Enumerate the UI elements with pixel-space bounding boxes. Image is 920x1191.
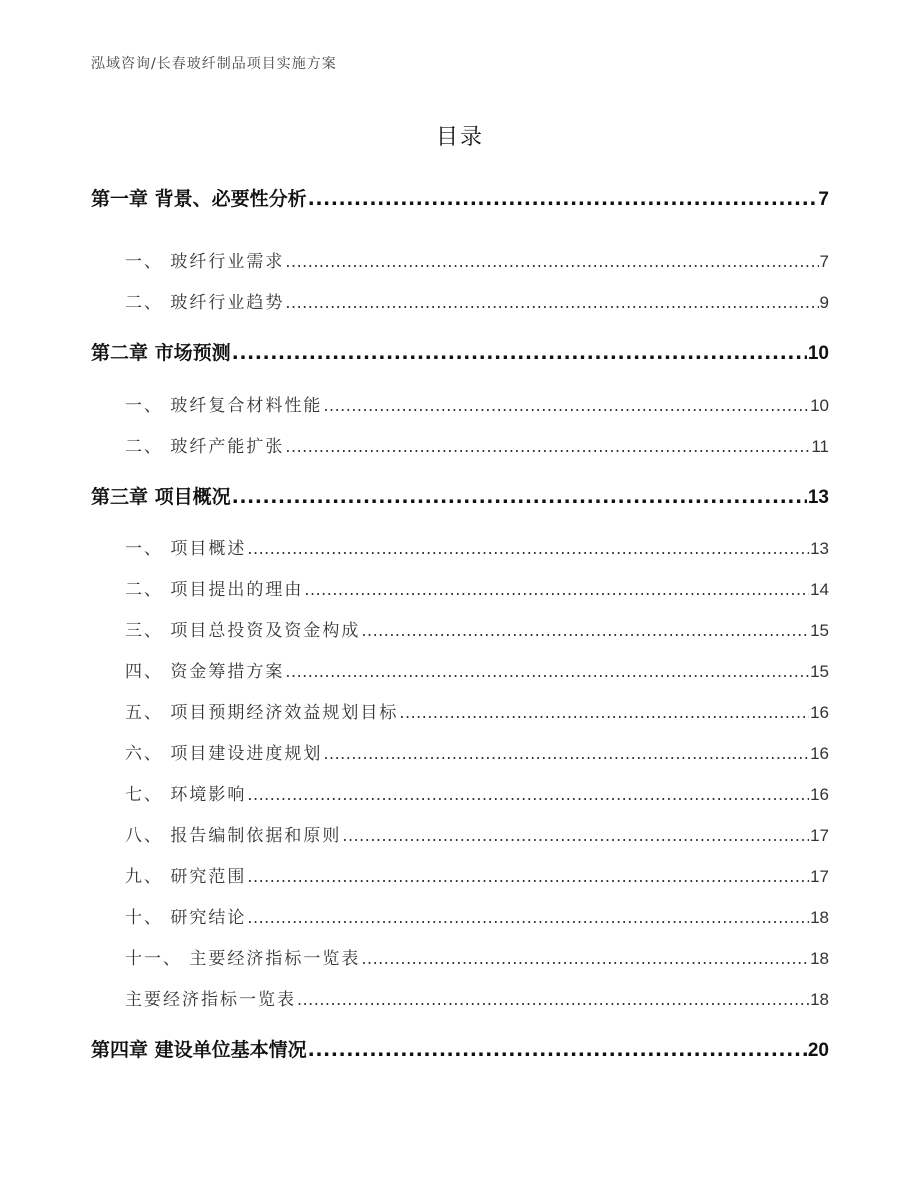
toc-page-number: 13 xyxy=(810,539,829,558)
dot-leader xyxy=(323,396,809,415)
toc-chapter-entry[interactable] xyxy=(91,1035,829,1062)
toc-page-number: 10 xyxy=(810,396,829,415)
toc-section-entry[interactable] xyxy=(125,657,829,682)
dot-leader xyxy=(285,252,818,271)
toc-entry-label: 十一、 主要经济指标一览表 xyxy=(125,949,361,969)
dot-leader xyxy=(361,621,809,640)
dot-leader xyxy=(323,744,809,763)
toc-section-entry[interactable] xyxy=(125,780,829,805)
toc-page-number: 11 xyxy=(811,437,829,456)
toc-page-number: 13 xyxy=(807,487,829,508)
toc-chapter-entry[interactable] xyxy=(91,184,829,211)
dot-leader xyxy=(285,437,810,456)
dot-leader xyxy=(399,703,809,722)
toc-entry-label: 第一章 背景、必要性分析 xyxy=(91,188,307,210)
toc-entry-label: 第四章 建设单位基本情况 xyxy=(91,1039,307,1061)
toc-page-number: 7 xyxy=(819,252,829,271)
dot-leader xyxy=(247,908,809,927)
dot-leader xyxy=(247,785,809,804)
toc-section-entry[interactable] xyxy=(125,288,829,313)
toc-page-number: 18 xyxy=(810,990,829,1009)
toc-section-entry[interactable] xyxy=(125,821,829,846)
dot-leader xyxy=(232,342,807,364)
dot-leader xyxy=(304,580,809,599)
toc-page-number: 16 xyxy=(810,785,829,804)
toc-section-entry[interactable] xyxy=(125,985,829,1010)
toc-page-number: 14 xyxy=(810,580,829,599)
toc-entry-label: 一、 玻纤行业需求 xyxy=(125,252,285,272)
toc-page-number: 9 xyxy=(819,293,829,312)
toc-entry-label: 二、 玻纤行业趋势 xyxy=(125,293,285,313)
toc-title: 目录 xyxy=(435,125,484,150)
toc-page-number: 16 xyxy=(810,703,829,722)
toc-entry-label: 主要经济指标一览表 xyxy=(125,990,296,1010)
toc-page-number: 20 xyxy=(807,1040,829,1061)
toc-entry-label: 六、 项目建设进度规划 xyxy=(125,744,323,764)
dot-leader xyxy=(285,293,818,312)
toc-section-entry[interactable] xyxy=(125,739,829,764)
dot-leader xyxy=(247,867,809,886)
toc-page-number: 18 xyxy=(810,908,829,927)
dot-leader xyxy=(297,990,809,1009)
toc-entry-label: 一、 项目概述 xyxy=(125,539,247,559)
toc-section-entry[interactable] xyxy=(125,698,829,723)
toc-entry-label: 三、 项目总投资及资金构成 xyxy=(125,621,361,641)
toc-entry-label: 一、 玻纤复合材料性能 xyxy=(125,396,323,416)
toc-entry-label: 八、 报告编制依据和原则 xyxy=(125,826,342,846)
toc-page-number: 16 xyxy=(810,744,829,763)
toc-entry-label: 二、 玻纤产能扩张 xyxy=(125,437,285,457)
dot-leader xyxy=(247,539,809,558)
running-header: 泓域咨询/长春玻纤制品项目实施方案 xyxy=(91,56,337,72)
toc-entry-label: 五、 项目预期经济效益规划目标 xyxy=(125,703,399,723)
toc-entry-label: 九、 研究范围 xyxy=(125,867,247,887)
toc-page-number: 18 xyxy=(810,949,829,968)
toc-page-number: 7 xyxy=(818,189,829,210)
toc-page-number: 15 xyxy=(810,621,829,640)
toc-section-entry[interactable] xyxy=(125,432,829,457)
toc-page-number: 17 xyxy=(810,826,829,845)
toc-section-entry[interactable] xyxy=(125,616,829,641)
toc-page-number: 17 xyxy=(810,867,829,886)
toc-chapter-entry[interactable] xyxy=(91,482,829,509)
toc-section-entry[interactable] xyxy=(125,944,829,969)
toc-entry-label: 四、 资金筹措方案 xyxy=(125,662,285,682)
toc-section-entry[interactable] xyxy=(125,575,829,600)
toc-entry-label: 十、 研究结论 xyxy=(125,908,247,928)
toc-entry-label: 第二章 市场预测 xyxy=(91,342,231,364)
toc-chapter-entry[interactable] xyxy=(91,338,829,365)
dot-leader xyxy=(308,188,818,210)
toc-page-number: 10 xyxy=(807,343,829,364)
toc-page-number: 15 xyxy=(810,662,829,681)
toc-section-entry[interactable] xyxy=(125,862,829,887)
dot-leader xyxy=(361,949,809,968)
toc-entry-label: 第三章 项目概况 xyxy=(91,486,231,508)
dot-leader xyxy=(308,1039,807,1061)
toc-section-entry[interactable] xyxy=(125,247,829,272)
toc-section-entry[interactable] xyxy=(125,903,829,928)
toc-section-entry[interactable] xyxy=(125,391,829,416)
toc-entry-label: 二、 项目提出的理由 xyxy=(125,580,304,600)
dot-leader xyxy=(232,486,807,508)
toc-section-entry[interactable] xyxy=(125,534,829,559)
dot-leader xyxy=(285,662,809,681)
dot-leader xyxy=(342,826,809,845)
toc-entry-label: 七、 环境影响 xyxy=(125,785,247,805)
